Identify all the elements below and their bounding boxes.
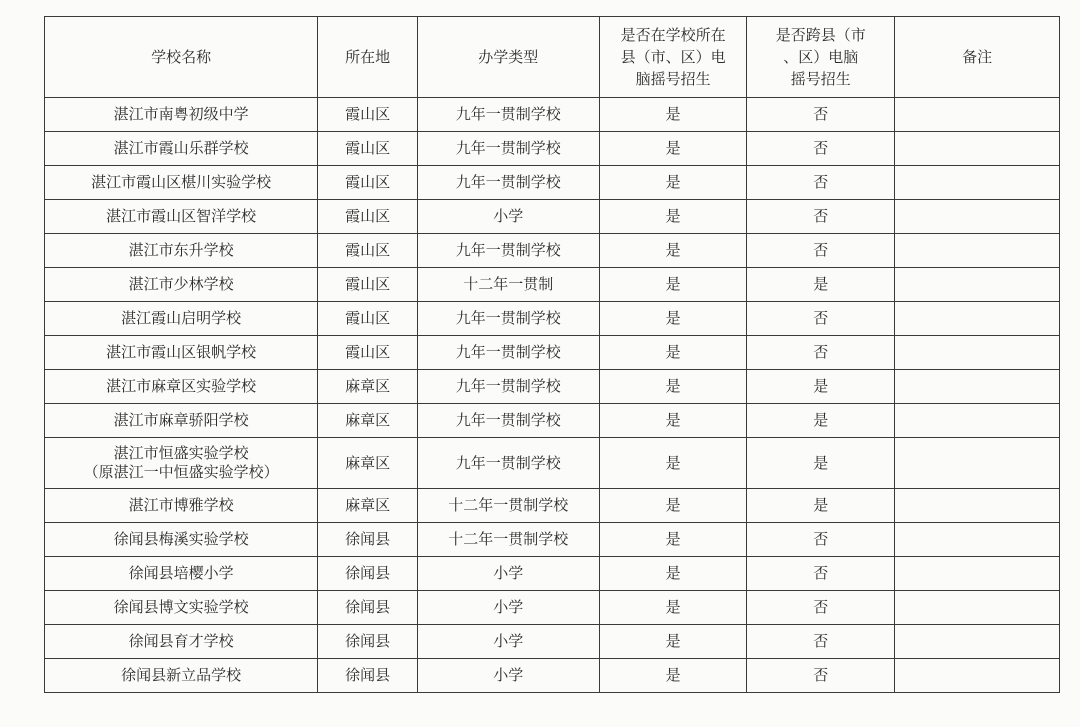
cell-location: 霞山区 — [318, 268, 417, 302]
cell-cross-county-lottery: 否 — [747, 625, 895, 659]
cell-location: 霞山区 — [318, 336, 417, 370]
table-row — [45, 166, 1060, 200]
table-row — [45, 438, 1060, 489]
cell-note — [895, 523, 1060, 557]
cell-school-type: 九年一贯制学校 — [417, 302, 599, 336]
table-row — [45, 132, 1060, 166]
cell-location: 麻章区 — [318, 489, 417, 523]
table-row — [45, 370, 1060, 404]
cell-location: 霞山区 — [318, 98, 417, 132]
cell-in-county-lottery: 是 — [599, 591, 747, 625]
cell-location: 霞山区 — [318, 234, 417, 268]
cell-cross-county-lottery: 否 — [747, 200, 895, 234]
cell-cross-county-lottery: 否 — [747, 557, 895, 591]
cell-note — [895, 625, 1060, 659]
table-row — [45, 625, 1060, 659]
cell-in-county-lottery: 是 — [599, 268, 747, 302]
table-row — [45, 523, 1060, 557]
cell-note — [895, 438, 1060, 489]
cell-school-type: 九年一贯制学校 — [417, 336, 599, 370]
table-header-row — [45, 17, 1060, 98]
cell-in-county-lottery: 是 — [599, 200, 747, 234]
cell-school-name: 湛江市南粤初级中学 — [45, 98, 318, 132]
cell-note — [895, 336, 1060, 370]
header-school-type: 办学类型 — [417, 17, 599, 98]
cell-location: 霞山区 — [318, 132, 417, 166]
cell-note — [895, 302, 1060, 336]
cell-school-name: 湛江市博雅学校 — [45, 489, 318, 523]
cell-school-name: 湛江市霞山区椹川实验学校 — [45, 166, 318, 200]
cell-cross-county-lottery: 否 — [747, 591, 895, 625]
cell-note — [895, 166, 1060, 200]
cell-note — [895, 489, 1060, 523]
cell-location: 徐闻县 — [318, 523, 417, 557]
cell-location: 麻章区 — [318, 438, 417, 489]
cell-school-type: 九年一贯制学校 — [417, 404, 599, 438]
cell-cross-county-lottery: 否 — [747, 132, 895, 166]
cell-cross-county-lottery: 是 — [747, 489, 895, 523]
cell-in-county-lottery: 是 — [599, 625, 747, 659]
cell-school-type: 小学 — [417, 659, 599, 693]
table-row — [45, 98, 1060, 132]
cell-school-type: 十二年一贯制学校 — [417, 489, 599, 523]
cell-note — [895, 557, 1060, 591]
cell-school-name: 徐闻县梅溪实验学校 — [45, 523, 318, 557]
cell-school-name: 徐闻县育才学校 — [45, 625, 318, 659]
header-school-name: 学校名称 — [45, 17, 318, 98]
header-location: 所在地 — [318, 17, 417, 98]
cell-location: 霞山区 — [318, 302, 417, 336]
table-row — [45, 404, 1060, 438]
cell-location: 徐闻县 — [318, 591, 417, 625]
table-row — [45, 659, 1060, 693]
cell-note — [895, 659, 1060, 693]
cell-note — [895, 404, 1060, 438]
cell-school-name: 湛江市东升学校 — [45, 234, 318, 268]
cell-in-county-lottery: 是 — [599, 523, 747, 557]
cell-school-type: 九年一贯制学校 — [417, 438, 599, 489]
cell-school-type: 九年一贯制学校 — [417, 98, 599, 132]
cell-location: 徐闻县 — [318, 659, 417, 693]
cell-note — [895, 200, 1060, 234]
cell-note — [895, 268, 1060, 302]
cell-note — [895, 234, 1060, 268]
cell-school-name: 徐闻县博文实验学校 — [45, 591, 318, 625]
cell-location: 徐闻县 — [318, 557, 417, 591]
cell-school-type: 小学 — [417, 200, 599, 234]
cell-school-name: 徐闻县新立品学校 — [45, 659, 318, 693]
table-row — [45, 268, 1060, 302]
cell-cross-county-lottery: 否 — [747, 336, 895, 370]
cell-school-name: 湛江市霞山区银帆学校 — [45, 336, 318, 370]
cell-cross-county-lottery: 是 — [747, 370, 895, 404]
cell-location: 麻章区 — [318, 404, 417, 438]
cell-note — [895, 591, 1060, 625]
cell-in-county-lottery: 是 — [599, 659, 747, 693]
cell-note — [895, 132, 1060, 166]
cell-school-type: 九年一贯制学校 — [417, 166, 599, 200]
cell-school-name: 湛江市霞山乐群学校 — [45, 132, 318, 166]
cell-location: 霞山区 — [318, 200, 417, 234]
cell-note — [895, 98, 1060, 132]
cell-cross-county-lottery: 是 — [747, 268, 895, 302]
cell-in-county-lottery: 是 — [599, 336, 747, 370]
cell-in-county-lottery: 是 — [599, 557, 747, 591]
cell-cross-county-lottery: 否 — [747, 166, 895, 200]
cell-in-county-lottery: 是 — [599, 404, 747, 438]
cell-location: 麻章区 — [318, 370, 417, 404]
cell-school-type: 九年一贯制学校 — [417, 234, 599, 268]
cell-location: 徐闻县 — [318, 625, 417, 659]
cell-school-type: 十二年一贯制学校 — [417, 523, 599, 557]
cell-in-county-lottery: 是 — [599, 98, 747, 132]
table-row — [45, 591, 1060, 625]
cell-location: 霞山区 — [318, 166, 417, 200]
table-row — [45, 336, 1060, 370]
cell-school-name: 徐闻县培樱小学 — [45, 557, 318, 591]
cell-in-county-lottery: 是 — [599, 302, 747, 336]
cell-school-name: 湛江市麻章区实验学校 — [45, 370, 318, 404]
school-table — [44, 16, 1060, 693]
cell-in-county-lottery: 是 — [599, 489, 747, 523]
cell-cross-county-lottery: 否 — [747, 523, 895, 557]
cell-school-name: 湛江市霞山区智洋学校 — [45, 200, 318, 234]
table-row — [45, 489, 1060, 523]
cell-school-type: 小学 — [417, 591, 599, 625]
table-row — [45, 200, 1060, 234]
cell-cross-county-lottery: 否 — [747, 302, 895, 336]
cell-in-county-lottery: 是 — [599, 166, 747, 200]
cell-school-type: 九年一贯制学校 — [417, 370, 599, 404]
cell-cross-county-lottery: 否 — [747, 234, 895, 268]
cell-school-type: 九年一贯制学校 — [417, 132, 599, 166]
cell-in-county-lottery: 是 — [599, 370, 747, 404]
table-row — [45, 234, 1060, 268]
cell-school-name: 湛江市麻章骄阳学校 — [45, 404, 318, 438]
cell-school-type: 十二年一贯制 — [417, 268, 599, 302]
cell-cross-county-lottery: 是 — [747, 404, 895, 438]
cell-school-name: 湛江市恒盛实验学校 （原湛江一中恒盛实验学校） — [45, 438, 318, 489]
cell-cross-county-lottery: 是 — [747, 438, 895, 489]
table-row — [45, 302, 1060, 336]
header-note: 备注 — [895, 17, 1060, 98]
table-row — [45, 557, 1060, 591]
cell-school-type: 小学 — [417, 625, 599, 659]
header-in-county-lottery: 是否在学校所在 县（市、区）电 脑摇号招生 — [599, 17, 747, 98]
cell-in-county-lottery: 是 — [599, 438, 747, 489]
header-cross-county-lottery: 是否跨县（市 、区）电脑 摇号招生 — [747, 17, 895, 98]
cell-in-county-lottery: 是 — [599, 132, 747, 166]
cell-school-name: 湛江霞山启明学校 — [45, 302, 318, 336]
cell-in-county-lottery: 是 — [599, 234, 747, 268]
cell-school-name: 湛江市少林学校 — [45, 268, 318, 302]
cell-note — [895, 370, 1060, 404]
cell-cross-county-lottery: 否 — [747, 659, 895, 693]
cell-cross-county-lottery: 否 — [747, 98, 895, 132]
cell-school-type: 小学 — [417, 557, 599, 591]
